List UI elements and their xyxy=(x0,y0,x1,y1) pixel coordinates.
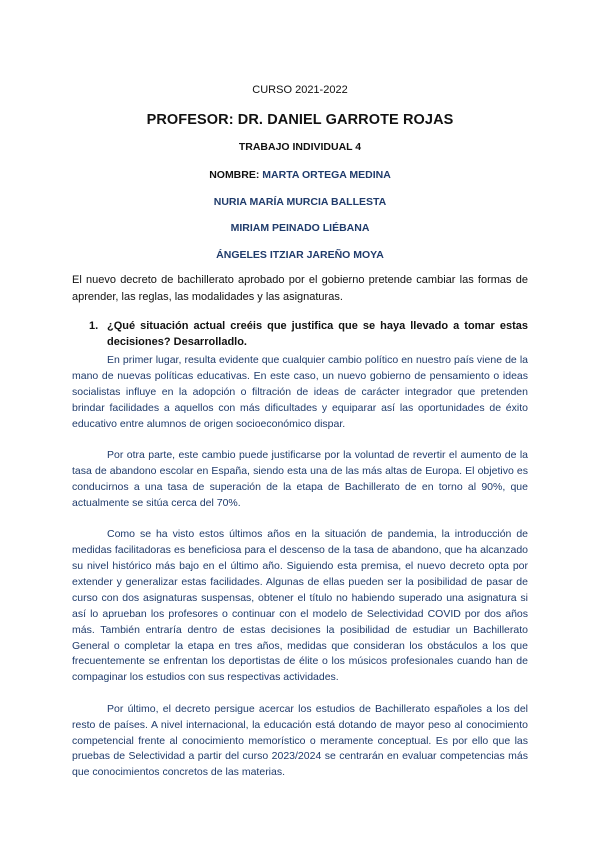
student-name-line-1 xyxy=(0,168,600,195)
answer-paragraph-2: Por otra parte, este cambio puede justificarse por la voluntad de revertir el aumento de la tasa de abandono escolar en España, siendo esta una de las más altas de Europa. El objetivo es conducirnos a una tasa de superación de la etapa de Bachillerato de en torno al 90%, que actualmente se sitúa cerca del 70%. xyxy=(72,449,528,509)
assignment-title: TRABAJO INDIVIDUAL 4 xyxy=(238,141,362,153)
answer-paragraph-1: En primer lugar, resulta evidente que cualquier cambio político en nuestro país viene de la mano de nuevas políticas educativas. En este caso, un nuevo gobierno de pensamiento o ideas socialistas influye en la adopción o filtración de ideas de carácter integrador que pretenden brindar facilidades a aquellos con más dificultades y equiparar así las oportunidades de éxito educativo entre alumnos de origen socioeconómico dispar. xyxy=(72,354,528,430)
professor-title: PROFESOR: DR. DANIEL GARROTE ROJAS xyxy=(146,112,454,128)
answer-paragraph-3: Como se ha visto estos últimos años en la situación de pandemia, la introducción de medidas facilitadoras es beneficiosa para el descenso de la tasa de abandono, que ha alcanzado su nivel histórico más bajo en el último año. Siguiendo esta premisa, el nuevo decreto opta por extender y generalizar estas facilidades. Algunas de ellas pueden ser la posibilidad de pasar de curso con dos asignaturas suspensas, obtener el título no habiendo superado una asignatura si así lo aprueban los profesores o continuar con el modelo de Selectividad COVID por dos años más. También entraría dentro de estas decisiones la posibilidad de estudiar un Bachillerato General o completar la etapa en tres años, medidas que consideran los obstáculos a los que frecuentemente se enfrentan los deportistas de élite o los músicos profesionales cuando han de compaginar los estudios con sus respectivas actividades. xyxy=(72,528,528,684)
student-name-3: MIRIAM PEINADO LIÉBANA xyxy=(230,222,370,234)
answer-body xyxy=(72,353,528,797)
student-name-2: NURIA MARÍA MURCIA BALLESTA xyxy=(213,195,387,208)
student-names xyxy=(0,168,600,274)
course-year: CURSO 2021-2022 xyxy=(252,84,348,96)
answer-paragraph-4: Por último, el decreto persigue acercar los estudios de Bachillerato españoles a los del resto de países. A nivel internacional, la educación está dotando de mayor peso al conocimiento competencial frente al conocimiento memorístico o meramente conceptual. Es por ello que las pruebas de Selectividad a partir del curso 2023/2024 se centrarán en evaluar competencias más que conocimientos concretos de las materias. xyxy=(72,702,528,779)
question-text: ¿Qué situación actual creéis que justifica que se haya llevado a tomar estas decisiones? Desarrolladlo. xyxy=(107,320,528,348)
question-item xyxy=(89,318,528,350)
intro-paragraph: El nuevo decreto de bachillerato aprobado por el gobierno pretende cambiar las formas de aprender, las reglas, las modalidades y las asignaturas. xyxy=(72,274,528,303)
name-label: NOMBRE: xyxy=(209,169,260,181)
question-number: 1. xyxy=(89,320,99,332)
student-name-4: ÁNGELES ITZIAR JAREÑO MOYA xyxy=(216,248,384,261)
student-name-1: MARTA ORTEGA MEDINA xyxy=(262,169,391,181)
